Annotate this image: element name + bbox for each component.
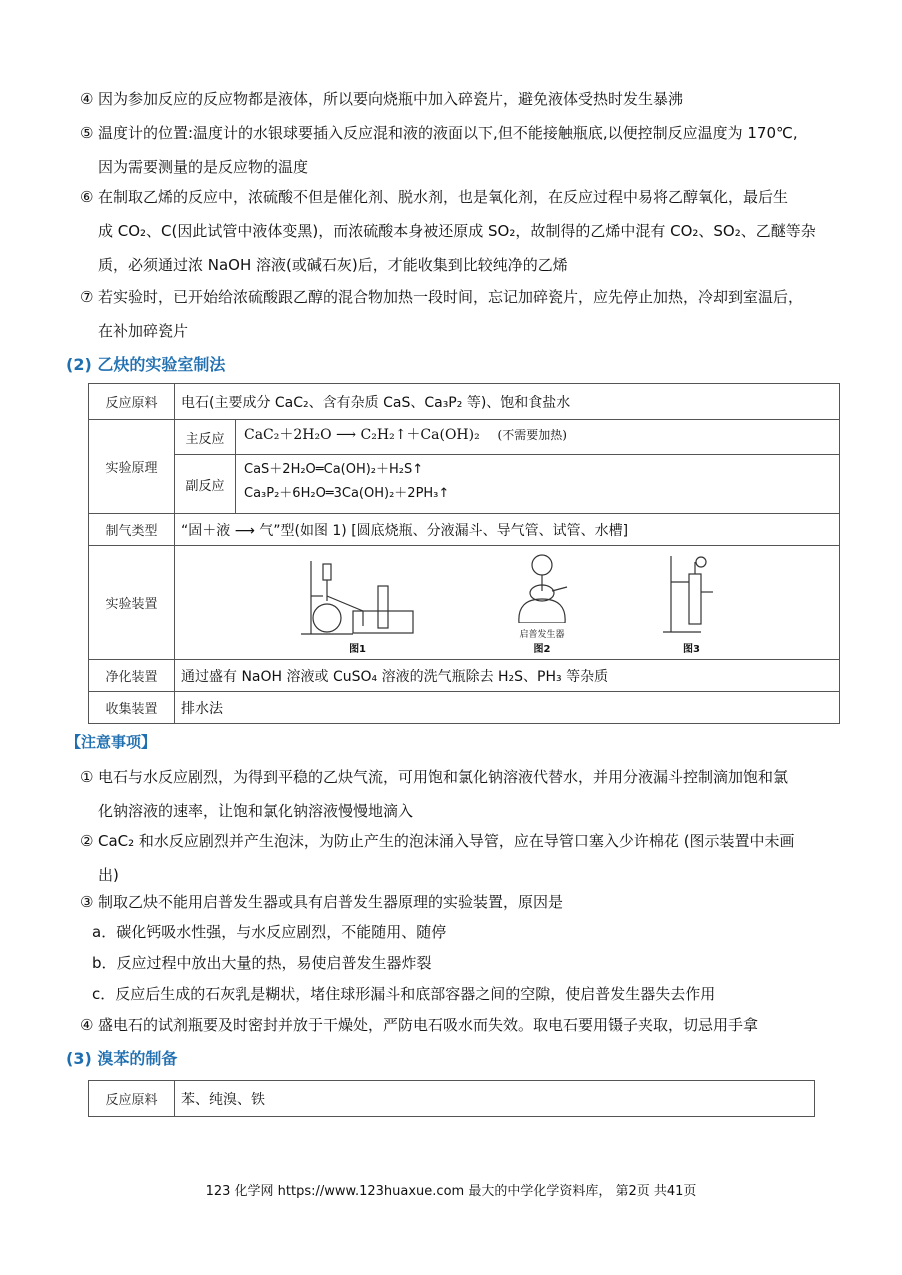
row-label: 净化装置 (89, 660, 175, 692)
figure-2 (507, 551, 577, 655)
main-reaction-label: 主反应 (175, 420, 236, 454)
materials-cell: 苯、纯溴、铁 (175, 1081, 815, 1117)
figure-2-label: 图2 (533, 643, 551, 655)
table-row (89, 1081, 815, 1117)
type-cell: “固＋液 ⟶ 气”型(如图 1) [圆底烧瓶、分液漏斗、导气管、试管、水槽] (175, 514, 840, 546)
table-row (89, 384, 840, 420)
note-text-cont: 因为需要测量的是反应物的温度 (98, 158, 309, 176)
caution-number: ② (80, 832, 94, 850)
caution-3 (80, 885, 850, 919)
side-equation-1: CaS＋2H₂O═Ca(OH)₂＋H₂S↑ (244, 462, 424, 477)
cautions-title: 【注意事项】 (66, 733, 157, 751)
table-row (89, 660, 840, 692)
row-label: 收集装置 (89, 692, 175, 724)
caution-text: 盛电石的试剂瓶要及时密封并放于干燥处，严防电石吸水而失效。取电石要用镊子夹取，切忌用手拿 (98, 1016, 759, 1034)
note-7 (80, 280, 850, 348)
note-number: ④ (80, 90, 94, 108)
purify-cell: 通过盛有 NaOH 溶液或 CuSO₄ 溶液的洗气瓶除去 H₂S、PH₃ 等杂质 (175, 660, 840, 692)
table-row (89, 420, 840, 514)
flask-apparatus-icon (293, 556, 423, 636)
table-row (89, 546, 840, 660)
note-text-cont: 质，必须通过浓 NaOH 溶液(或碱石灰)后，才能收集到比较纯净的乙烯 (98, 256, 568, 274)
caution-text: CaC₂ 和水反应剧烈并产生泡沫，为防止产生的泡沫涌入导管，应在导管口塞入少许棉花 (图示装置中未画 (98, 832, 795, 850)
note-number: ⑤ (80, 124, 94, 142)
table-row (89, 514, 840, 546)
caution-3b: b．反应过程中放出大量的热，易使启普发生器炸裂 (92, 954, 432, 972)
row-label: 实验原理 (89, 420, 175, 514)
side-equation-2: Ca₃P₂＋6H₂O═3Ca(OH)₂＋2PH₃↑ (244, 486, 450, 501)
row-label: 实验装置 (89, 546, 175, 660)
note-5 (80, 116, 850, 184)
note-6 (80, 180, 850, 282)
caution-text-cont: 化钠溶液的速率，让饱和氯化钠溶液慢慢地滴入 (98, 802, 414, 820)
caution-text: 制取乙炔不能用启普发生器或具有启普发生器原理的实验装置，原因是 (98, 893, 564, 911)
note-text: 因为参加反应的反应物都是液体，所以要向烧瓶中加入碎瓷片，避免液体受热时发生暴沸 (98, 90, 684, 108)
figure-3-label: 图3 (682, 643, 700, 655)
figure-3 (661, 552, 721, 655)
caution-3a: a．碳化钙吸水性强，与水反应剧烈，不能随用、随停 (92, 923, 447, 941)
caution-number: ④ (80, 1016, 94, 1034)
note-text: 温度计的位置:温度计的水银球要插入反应混和液的液面以下,但不能接触瓶底,以便控制反应温度为 170℃, (98, 124, 798, 142)
caution-3c: c．反应后生成的石灰乳是糊状，堵住球形漏斗和底部容器之间的空隙，使启普发生器失去作用 (92, 985, 716, 1003)
caution-2 (80, 824, 850, 892)
main-note: (不需要加热) (497, 428, 567, 442)
caution-text: 电石与水反应剧烈，为得到平稳的乙炔气流，可用饱和氯化钠溶液代替水，并用分液漏斗控制滴加饱和氯 (98, 768, 789, 786)
kipp-generator-icon (507, 551, 577, 623)
principle-cell (175, 420, 840, 514)
note-text: 在制取乙烯的反应中，浓硫酸不但是催化剂、脱水剂，也是氧化剂，在反应过程中易将乙醇氧化，最后生 (98, 188, 789, 206)
apparatus-cell (175, 546, 840, 660)
figure-1 (293, 556, 423, 655)
note-4 (80, 82, 850, 116)
main-equation: CaC₂＋2H₂O ⟶ C₂H₂↑＋Ca(OH)₂ (244, 427, 480, 443)
page-footer: 123 化学网 https://www.123huaxue.com 最大的中学化学资料库， 第2页 共41页 (205, 1184, 697, 1199)
bromobenzene-table (88, 1080, 815, 1117)
collect-cell: 排水法 (175, 692, 840, 724)
figure-2-caption: 启普发生器 (519, 629, 565, 640)
caution-number: ① (80, 768, 94, 786)
note-text: 若实验时，已开始给浓硫酸跟乙醇的混合物加热一段时间，忘记加碎瓷片，应先停止加热，冷却到室温后， (98, 288, 804, 306)
caution-4 (80, 1008, 850, 1042)
figure-1-label: 图1 (349, 643, 367, 655)
side-reaction-label: 副反应 (175, 455, 236, 513)
section-title-acetylene: (2) 乙炔的实验室制法 (66, 355, 226, 374)
row-label: 制气类型 (89, 514, 175, 546)
note-text-cont: 在补加碎瓷片 (98, 322, 189, 340)
caution-text-cont: 出) (98, 866, 119, 884)
test-tube-apparatus-icon (661, 552, 721, 636)
table-row (89, 692, 840, 724)
acetylene-table (88, 383, 840, 724)
materials-cell: 电石(主要成分 CaC₂、含有杂质 CaS、Ca₃P₂ 等)、饱和食盐水 (175, 384, 840, 420)
note-text-cont: 成 CO₂、C(因此试管中液体变黑)，而浓硫酸本身被还原成 SO₂，故制得的乙烯中混有 CO₂、SO₂、乙醚等杂 (98, 222, 816, 240)
note-number: ⑦ (80, 288, 94, 306)
row-label: 反应原料 (89, 384, 175, 420)
caution-number: ③ (80, 893, 94, 911)
row-label: 反应原料 (89, 1081, 175, 1117)
note-number: ⑥ (80, 188, 94, 206)
section-title-bromobenzene: (3) 溴苯的制备 (66, 1049, 178, 1068)
caution-1 (80, 760, 850, 828)
